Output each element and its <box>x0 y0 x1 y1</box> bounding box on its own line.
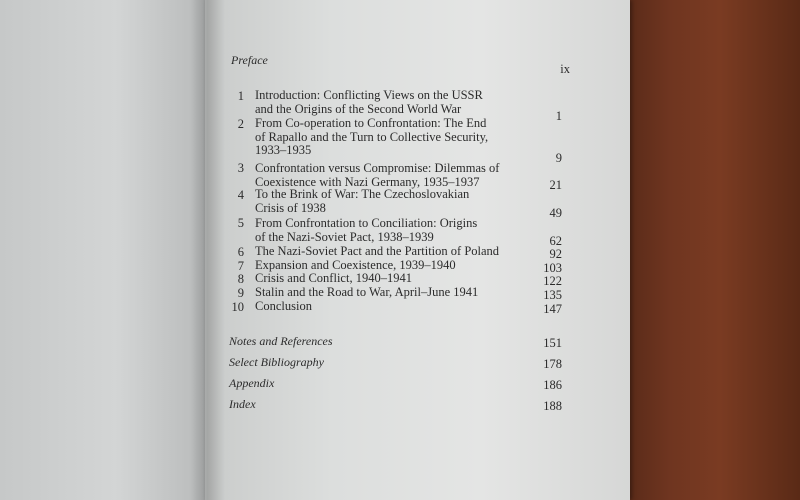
toc-chapter-number: 1 <box>237 89 244 103</box>
toc-chapter-title <box>255 188 540 215</box>
toc-chapter-title-line: Expansion and Coexistence, 1939–1940 <box>255 258 456 272</box>
toc-chapter-number: 8 <box>237 272 244 286</box>
toc-preface-label: Preface <box>231 53 268 67</box>
toc-preface-page: ix <box>560 62 570 76</box>
toc-chapter-number: 7 <box>237 259 244 273</box>
toc-chapter-number: 5 <box>237 216 244 230</box>
toc-chapter-page: 21 <box>549 178 562 192</box>
toc-chapter-title <box>255 117 540 158</box>
toc-chapter-page: 49 <box>549 206 562 220</box>
toc-chapter-title <box>255 245 540 259</box>
toc-chapter-title-line: Crisis of 1938 <box>255 200 326 215</box>
toc-chapter-page: 147 <box>543 302 562 316</box>
toc-chapter-page: 122 <box>543 274 562 288</box>
toc-chapter-title-line: Confrontation versus Compromise: Dilemmas of <box>255 161 500 175</box>
toc-chapter-page: 92 <box>549 247 562 261</box>
toc-notes-page: 151 <box>543 336 562 350</box>
toc-chapter-page: 1 <box>555 109 562 123</box>
toc-chapter-title <box>255 286 540 300</box>
toc-chapter-page: 135 <box>543 288 562 302</box>
toc-chapter-title <box>255 89 540 116</box>
toc-index-label: Index <box>229 397 256 411</box>
toc-chapter-title-line: and the Origins of the Second World War <box>255 101 462 116</box>
toc-chapter-title-line: To the Brink of War: The Czechoslovakian <box>255 187 470 201</box>
toc-chapter-title-line: Introduction: Conflicting Views on the USSR <box>255 88 483 102</box>
toc-chapter-page: 62 <box>549 234 562 248</box>
toc-appendix-label: Appendix <box>229 376 275 390</box>
toc-chapter-title-line: of the Nazi-Soviet Pact, 1938–1939 <box>255 229 434 244</box>
toc-chapter-title <box>255 300 540 314</box>
toc-chapter-title-line: The Nazi-Soviet Pact and the Partition of Poland <box>255 244 500 258</box>
toc-chapter-title <box>255 162 540 189</box>
toc-chapter-number: 2 <box>237 117 244 131</box>
toc-chapter-title-line: Stalin and the Road to War, April–June 1941 <box>255 285 479 299</box>
toc-chapter-number: 6 <box>237 245 244 259</box>
toc-chapter-title <box>255 217 540 244</box>
toc-chapter-title-line: of Rapallo and the Turn to Collective Security, <box>255 129 489 144</box>
toc-appendix-page: 186 <box>543 378 562 392</box>
toc-chapter-title-line: From Co-operation to Confrontation: The End <box>255 116 487 130</box>
toc-chapter-title-line: 1933–1935 <box>255 143 312 157</box>
toc-chapter-page: 9 <box>555 151 562 165</box>
toc-bibliography-label: Select Bibliography <box>229 355 324 369</box>
toc-chapter-number: 4 <box>237 188 244 202</box>
toc-bibliography-page: 178 <box>543 357 562 371</box>
toc-chapter-title-line: From Confrontation to Conciliation: Origins <box>255 216 478 230</box>
toc-index-page: 188 <box>543 399 562 413</box>
toc-notes-label: Notes and References <box>229 334 333 348</box>
toc-chapter-title-line: Conclusion <box>255 299 312 313</box>
toc-chapter-number: 10 <box>231 300 244 314</box>
toc-chapter-title <box>255 272 540 286</box>
toc-chapter-number: 9 <box>237 286 244 300</box>
toc-chapter-number: 3 <box>237 161 244 175</box>
toc-chapter-title-line: Crisis and Conflict, 1940–1941 <box>255 271 412 285</box>
toc-chapter-page: 103 <box>543 261 562 275</box>
toc-chapter-title-line: Coexistence with Nazi Germany, 1935–1937 <box>255 174 480 189</box>
